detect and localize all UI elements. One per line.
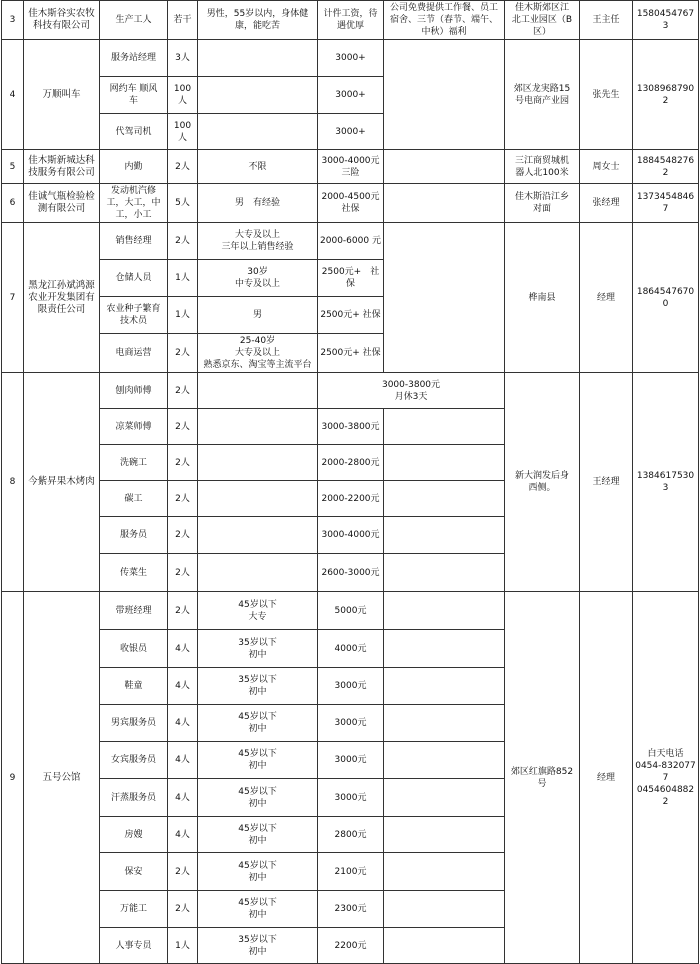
job-salary: 5000元 [318,592,384,630]
job-salary: 3000元 [318,742,384,779]
company-name: 万顺叫车 [24,40,100,150]
job-requirement [198,40,318,77]
job-count: 2人 [168,409,198,445]
job-requirement: 35岁以下 初中 [198,630,318,668]
job-position: 电商运营 [100,334,168,373]
job-requirement: 45岁以下 初中 [198,891,318,928]
job-benefits [384,928,505,964]
company-address: 佳木斯沿江乡 对面 [505,184,580,223]
jobs-table [1,0,699,964]
job-count: 2人 [168,223,198,260]
company-name: 佳木斯谷实农牧 科技有限公司 [24,1,100,40]
job-count: 5人 [168,184,198,223]
row-number: 6 [2,184,24,223]
job-position: 生产工人 [100,1,168,40]
job-salary: 2500元+ 社保 [318,334,384,373]
job-benefits [384,891,505,928]
job-requirement: 45岁以下 初中 [198,742,318,779]
job-salary: 2300元 [318,891,384,928]
job-count: 4人 [168,817,198,853]
job-requirement [198,445,318,481]
job-salary: 3000-4000元 三险 [318,150,384,184]
job-requirement: 大专及以上 三年以上销售经验 [198,223,318,260]
job-position: 收银员 [100,630,168,668]
job-position: 保安 [100,853,168,891]
job-benefits [384,853,505,891]
company-address: 郊区红旗路852 号 [505,592,580,964]
contact-phone: 13846175303 [633,373,699,592]
job-requirement: 45岁以下 初中 [198,817,318,853]
job-requirement: 30岁 中专及以上 [198,260,318,297]
job-position: 代驾司机 [100,114,168,150]
job-position: 服务员 [100,517,168,554]
job-salary: 2000-2200元 [318,481,384,517]
job-count: 4人 [168,630,198,668]
company-address: 桦南县 [505,223,580,373]
job-count: 4人 [168,705,198,742]
job-requirement: 35岁以下 初中 [198,928,318,964]
job-requirement: 不限 [198,150,318,184]
contact-phone: 13089687902 [633,40,699,150]
job-salary: 2000-4500元 社保 [318,184,384,223]
job-count: 若干 [168,1,198,40]
job-position: 汗蒸服务员 [100,779,168,817]
job-position: 女宾服务员 [100,742,168,779]
contact-person: 张先生 [580,40,633,150]
job-salary: 2000-2800元 [318,445,384,481]
job-position: 刨肉师傅 [100,373,168,409]
job-position: 房嫂 [100,817,168,853]
job-position: 万能工 [100,891,168,928]
job-position: 男宾服务员 [100,705,168,742]
company-name: 今紫昇果木烤肉 [24,373,100,592]
contact-phone: 18645476700 [633,223,699,373]
job-salary: 3000-3800元 月休3天 [318,373,505,409]
job-requirement: 男 有经验 [198,184,318,223]
job-count: 2人 [168,150,198,184]
job-salary: 3000-4000元 [318,517,384,554]
job-count: 1人 [168,928,198,964]
job-benefits [384,668,505,705]
job-salary: 2500元+ 社 保 [318,260,384,297]
job-count: 4人 [168,779,198,817]
company-address: 新大润发后身 西侧。 [505,373,580,592]
row-number: 5 [2,150,24,184]
row-number: 9 [2,592,24,964]
contact-person: 王主任 [580,1,633,40]
job-benefits [384,40,505,150]
job-salary: 3000元 [318,779,384,817]
contact-person: 经理 [580,223,633,373]
job-requirement: 45岁以下 大专 [198,592,318,630]
job-salary: 2600-3000元 [318,554,384,592]
job-salary: 2000-6000 元 [318,223,384,260]
company-address: 郊区龙実路15 号电商产业园 [505,40,580,150]
job-benefits [384,630,505,668]
contact-person: 张经理 [580,184,633,223]
job-count: 2人 [168,592,198,630]
company-name: 五号公馆 [24,592,100,964]
job-count: 4人 [168,742,198,779]
job-requirement: 45岁以下 初中 [198,705,318,742]
row-number: 7 [2,223,24,373]
job-count: 2人 [168,334,198,373]
job-benefits [384,445,505,481]
contact-phone: 白天电话 0454-8320777 04546048822 [633,592,699,964]
job-benefits [384,409,505,445]
job-position: 网约车 顺风 车 [100,77,168,114]
table-row [2,223,699,260]
job-count: 1人 [168,260,198,297]
job-salary: 2100元 [318,853,384,891]
contact-phone: 15804547673 [633,1,699,40]
job-benefits [384,554,505,592]
job-position: 服务站经理 [100,40,168,77]
job-position: 发动机汽修 工，大工，中 工，小工 [100,184,168,223]
job-count: 2人 [168,517,198,554]
contact-person: 经理 [580,592,633,964]
job-count: 100人 [168,114,198,150]
table-row [2,150,699,184]
job-requirement: 25-40岁 大专及以上 熟悉京东、淘宝等主流平台 [198,334,318,373]
job-requirement: 35岁以下 初中 [198,668,318,705]
job-benefits [384,223,505,373]
job-benefits [384,705,505,742]
job-position: 鞋童 [100,668,168,705]
job-count: 2人 [168,853,198,891]
job-requirement [198,517,318,554]
job-benefits [384,592,505,630]
job-benefits [384,742,505,779]
job-position: 人事专员 [100,928,168,964]
job-benefits: 公司免费提供工作餐、员工 宿舍、三节（春节、端午、 中秋）福利 [384,1,505,40]
job-position: 仓储人员 [100,260,168,297]
job-count: 1人 [168,297,198,334]
job-benefits [384,184,505,223]
job-position: 传菜生 [100,554,168,592]
table-row [2,1,699,40]
job-salary: 3000元 [318,668,384,705]
company-name: 佳诚气瓶检验检 测有限公司 [24,184,100,223]
table-row [2,184,699,223]
job-position: 内勤 [100,150,168,184]
job-requirement [198,114,318,150]
job-count: 3人 [168,40,198,77]
job-count: 2人 [168,554,198,592]
table-row [2,40,699,77]
job-salary: 3000-3800元 [318,409,384,445]
company-name: 黑龙江孙斌鸿源 农业开发集团有 限责任公司 [24,223,100,373]
job-benefits [384,817,505,853]
company-name: 佳木斯新城达科 技服务有限公司 [24,150,100,184]
job-salary: 3000元 [318,705,384,742]
job-requirement: 45岁以下 初中 [198,853,318,891]
contact-phone: 13734548467 [633,184,699,223]
job-salary: 2500元+ 社保 [318,297,384,334]
job-benefits [384,481,505,517]
job-requirement: 45岁以下 初中 [198,779,318,817]
job-requirement: 男性，55岁以内，身体健 康，能吃苦 [198,1,318,40]
job-requirement: 男 [198,297,318,334]
job-position: 销售经理 [100,223,168,260]
job-requirement [198,554,318,592]
row-number: 8 [2,373,24,592]
job-salary: 4000元 [318,630,384,668]
job-benefits [384,150,505,184]
job-position: 碳工 [100,481,168,517]
job-position: 带班经理 [100,592,168,630]
job-position: 凉菜师傅 [100,409,168,445]
job-position: 洗碗工 [100,445,168,481]
contact-person: 周女士 [580,150,633,184]
job-count: 2人 [168,373,198,409]
table-row [2,373,699,409]
job-requirement [198,373,318,409]
job-requirement [198,481,318,517]
contact-person: 王经理 [580,373,633,592]
job-salary: 2800元 [318,817,384,853]
job-requirement [198,409,318,445]
job-benefits [384,779,505,817]
job-salary: 3000+ [318,77,384,114]
job-requirement [198,77,318,114]
row-number: 4 [2,40,24,150]
job-count: 2人 [168,481,198,517]
company-address: 三江商贸城机 器人北100米 [505,150,580,184]
job-count: 100人 [168,77,198,114]
company-address: 佳木斯郊区江 北工业园区（B 区） [505,1,580,40]
job-position: 农业种子繁育 技术员 [100,297,168,334]
jobs-table-body [2,1,699,964]
job-salary: 计件工资，待 遇优厚 [318,1,384,40]
job-salary: 3000+ [318,40,384,77]
job-salary: 2200元 [318,928,384,964]
job-benefits [384,517,505,554]
job-count: 4人 [168,668,198,705]
job-salary: 3000+ [318,114,384,150]
table-row [2,592,699,630]
job-count: 2人 [168,891,198,928]
row-number: 3 [2,1,24,40]
job-count: 2人 [168,445,198,481]
contact-phone: 18845482762 [633,150,699,184]
